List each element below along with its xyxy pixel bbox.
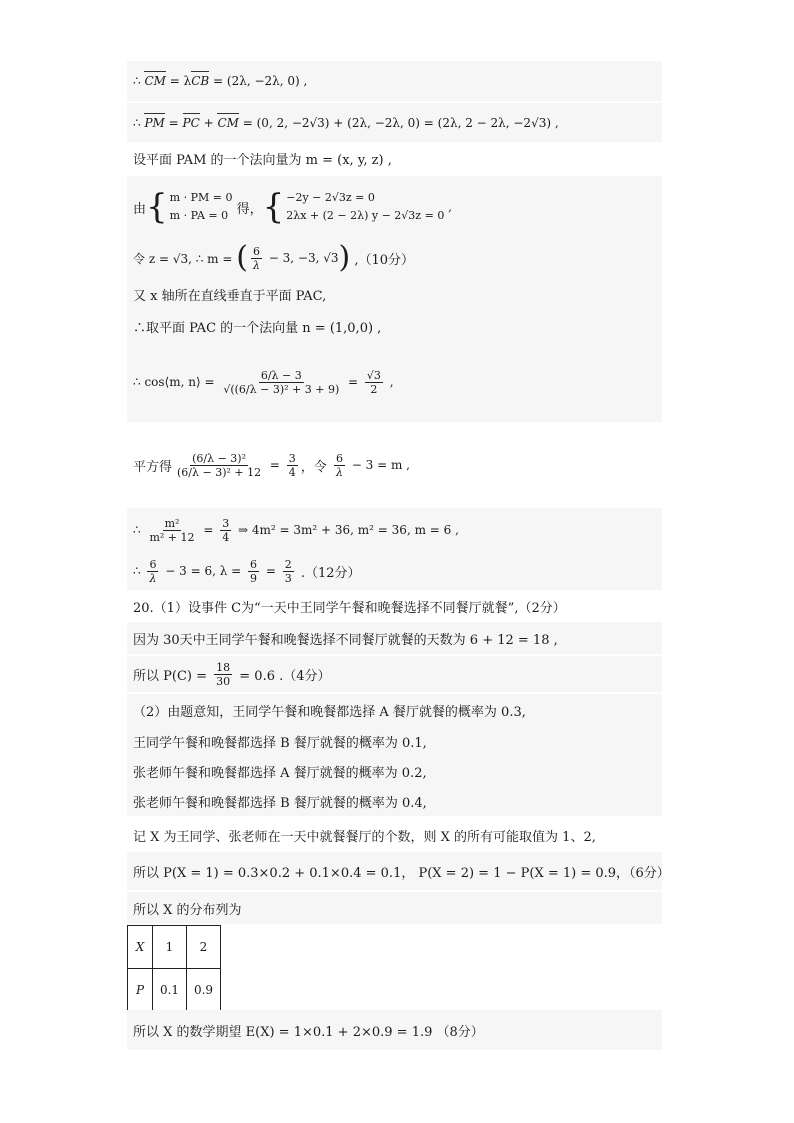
line-prob-wang-b [127, 726, 662, 756]
frac-den: λ [335, 465, 343, 479]
text-equals: = [266, 458, 284, 472]
line-square [127, 422, 662, 508]
table-cell: 0.9 [187, 969, 221, 1012]
text-squaring: 平方得 [133, 459, 173, 475]
line-pm-vector [127, 103, 662, 143]
system-dot-products [170, 189, 233, 225]
line-prob-zhang-b [127, 786, 662, 816]
text-get: 得， [232, 201, 263, 217]
frac-den: 9 [250, 571, 258, 585]
eq-2: 2λx + (2 − 2λ) y − 2√3z = 0 [286, 209, 445, 222]
frac-num: (6/λ − 3)² [192, 451, 246, 465]
vector-pm: PM [144, 116, 165, 130]
text-m-solution: ⇒ 4m² = 3m² + 36, m² = 36, m = 6 , [234, 523, 459, 537]
line-m-vector [127, 238, 662, 278]
system-equations [286, 189, 444, 225]
frac-6-over-lambda [251, 245, 262, 272]
text-equals: = [344, 375, 362, 389]
frac-den: 3 [284, 571, 292, 585]
line-x-axis [127, 278, 662, 310]
frac-den: m² + 12 [149, 530, 195, 544]
line-x-values [127, 818, 662, 852]
frac-num: 6/λ − 3 [260, 368, 302, 382]
frac-m-squared [147, 517, 196, 544]
frac-den: 4 [288, 465, 296, 479]
text-therefore: ∴ [133, 116, 145, 130]
frac-3-over-4 [287, 452, 298, 479]
table-cell: 2 [187, 926, 221, 969]
frac-squared [175, 452, 263, 479]
text-equals: = [164, 116, 183, 130]
text-x-axis-perpendicular: 又 x 轴所在直线垂直于平面 PAC, [133, 288, 327, 304]
frac-num: 18 [216, 660, 231, 674]
frac-sqrt3-over-2 [365, 369, 383, 396]
text-lambda-eq: − 3 = 6, λ = [161, 564, 246, 578]
frac-den: 2 [370, 382, 378, 396]
frac-num: 6 [149, 557, 157, 571]
line-days [127, 622, 662, 654]
line-solve-lambda [127, 552, 662, 590]
text-equals: = [262, 564, 280, 578]
frac-num: √3 [366, 368, 381, 382]
line-q20-1 [127, 590, 662, 622]
text-therefore: ∴ [133, 523, 145, 537]
frac-num: 6 [252, 244, 260, 258]
line-distribution-title [127, 892, 662, 924]
frac-num: m² [164, 516, 180, 530]
left-brace: { [146, 187, 168, 227]
line-expectation [127, 1010, 662, 1050]
eq-m-dot-pa: m · PA = 0 [169, 209, 229, 222]
text-prob-wang-a: （2）由题意知，王同学午餐和晚餐都选择 A 餐厅就餐的概率为 0.3, [133, 704, 526, 720]
text-m-components: − 3, −3, √3 [264, 251, 339, 265]
left-brace: { [262, 187, 285, 227]
frac-den: √((6/λ − 3)² + 3 + 9) [223, 382, 340, 396]
text-x-values: 记 X 为王同学、张老师在一天中就餐餐厅的个数，则 X 的所有可能取值为 1、2, [133, 829, 596, 845]
text-days-count: 因为 30天中王同学午餐和晚餐选择不同餐厅就餐的天数为 6 + 12 = 18 , [133, 632, 558, 648]
text-therefore: ∴ [133, 564, 145, 578]
text-normal-vector-pam: 设平面 PAM 的一个法向量为 m = (x, y, z) , [133, 152, 392, 168]
line-pc [127, 656, 662, 692]
text-comma: , [444, 200, 452, 214]
frac-num: 3 [222, 516, 230, 530]
text-normal-vector-pac: ∴取平面 PAC 的一个法向量 n = (1,0,0) , [133, 320, 382, 336]
text-event-c: 20.（1）设事件 C为“一天中王同学午餐和晚餐选择不同餐厅就餐”,（2分） [133, 600, 566, 616]
text-cos: ∴ cos⟨m, n⟩ = [133, 375, 219, 389]
table-cell: P [128, 969, 153, 1012]
line-solve-m [127, 508, 662, 552]
frac-6-over-lambda [147, 558, 158, 585]
frac-num: 6 [250, 557, 258, 571]
text-px: 所以 P(X = 1) = 0.3×0.2 + 0.1×0.4 = 0.1， P(X = 2) = 1 − P(X = 1) = 0.9，（6分） [133, 865, 670, 881]
paren-open: ( [236, 240, 248, 275]
frac-2-over-3 [283, 558, 294, 585]
text-score-4: = 0.6 .（4分） [235, 668, 331, 684]
text-therefore: ∴ [133, 74, 145, 88]
frac-cosine [221, 369, 341, 396]
text-score-10: ,（10分） [350, 252, 415, 268]
text-comma: , [385, 375, 394, 389]
vector-pc: PC [182, 116, 200, 130]
text-cm-result: = (2λ, −2λ, 0) , [209, 74, 308, 88]
text-let-z: 令 z = √3, ∴ m = [133, 251, 237, 266]
frac-num: 6 [335, 451, 343, 465]
frac-18-over-30 [214, 661, 232, 688]
table-cell: X [128, 926, 153, 969]
frac-den: λ [252, 258, 260, 272]
frac-den: λ [149, 571, 157, 585]
frac-den: 30 [216, 674, 231, 688]
frac-num: 3 [288, 451, 296, 465]
vector-cm: CM [144, 74, 166, 88]
line-prob-zhang-a [127, 756, 662, 786]
table-row [128, 969, 221, 1012]
frac-den: (6/λ − 3)² + 12 [177, 465, 262, 479]
frac-den: 4 [222, 530, 230, 544]
table-cell: 0.1 [153, 969, 187, 1012]
paren-close: ) [338, 240, 351, 275]
text-from: 由 [133, 201, 147, 217]
line-cosine [127, 342, 662, 422]
text-pm-result: = (0, 2, −2√3) + (2λ, −2λ, 0) = (2λ, 2 − 2λ, −2√3) , [238, 116, 559, 130]
distribution-table-wrap [127, 925, 662, 1009]
line-normal-pac [127, 310, 662, 342]
distribution-table [127, 925, 221, 1012]
text-equals-lambda: = λ [165, 74, 192, 88]
line-system [127, 176, 662, 238]
text-plus: + [199, 116, 218, 130]
text-distribution: 所以 X 的分布列为 [133, 902, 242, 918]
frac-num: 2 [284, 557, 292, 571]
frac-3-over-4 [220, 517, 231, 544]
line-q20-2 [127, 694, 662, 726]
text-score-12: .（12分） [296, 565, 361, 581]
frac-6-over-9 [248, 558, 259, 585]
text-prob-zhang-a: 张老师午餐和晚餐都选择 A 餐厅就餐的概率为 0.2, [133, 765, 427, 781]
eq-m-dot-pm: m · PM = 0 [169, 191, 233, 204]
table-row [128, 926, 221, 969]
line-normal-pam [127, 142, 662, 174]
text-prob-zhang-b: 张老师午餐和晚餐都选择 B 餐厅就餐的概率为 0.4, [133, 795, 427, 811]
eq-1: −2y − 2√3z = 0 [286, 191, 375, 204]
text-let: ，令 [300, 459, 331, 475]
vector-cm: CM [217, 116, 239, 130]
line-px [127, 852, 670, 890]
table-cell: 1 [153, 926, 187, 969]
text-equals-m: − 3 = m , [347, 458, 410, 472]
line-cm-vector [127, 61, 662, 101]
text-equals: = [199, 523, 218, 537]
text-prob-wang-b: 王同学午餐和晚餐都选择 B 餐厅就餐的概率为 0.1, [133, 735, 427, 751]
vector-cb: CB [191, 74, 210, 88]
text-expectation: 所以 X 的数学期望 E(X) = 1×0.1 + 2×0.9 = 1.9 （8分） [133, 1024, 484, 1040]
text-pc: 所以 P(C) = [133, 668, 212, 684]
frac-6-over-lambda [334, 452, 345, 479]
